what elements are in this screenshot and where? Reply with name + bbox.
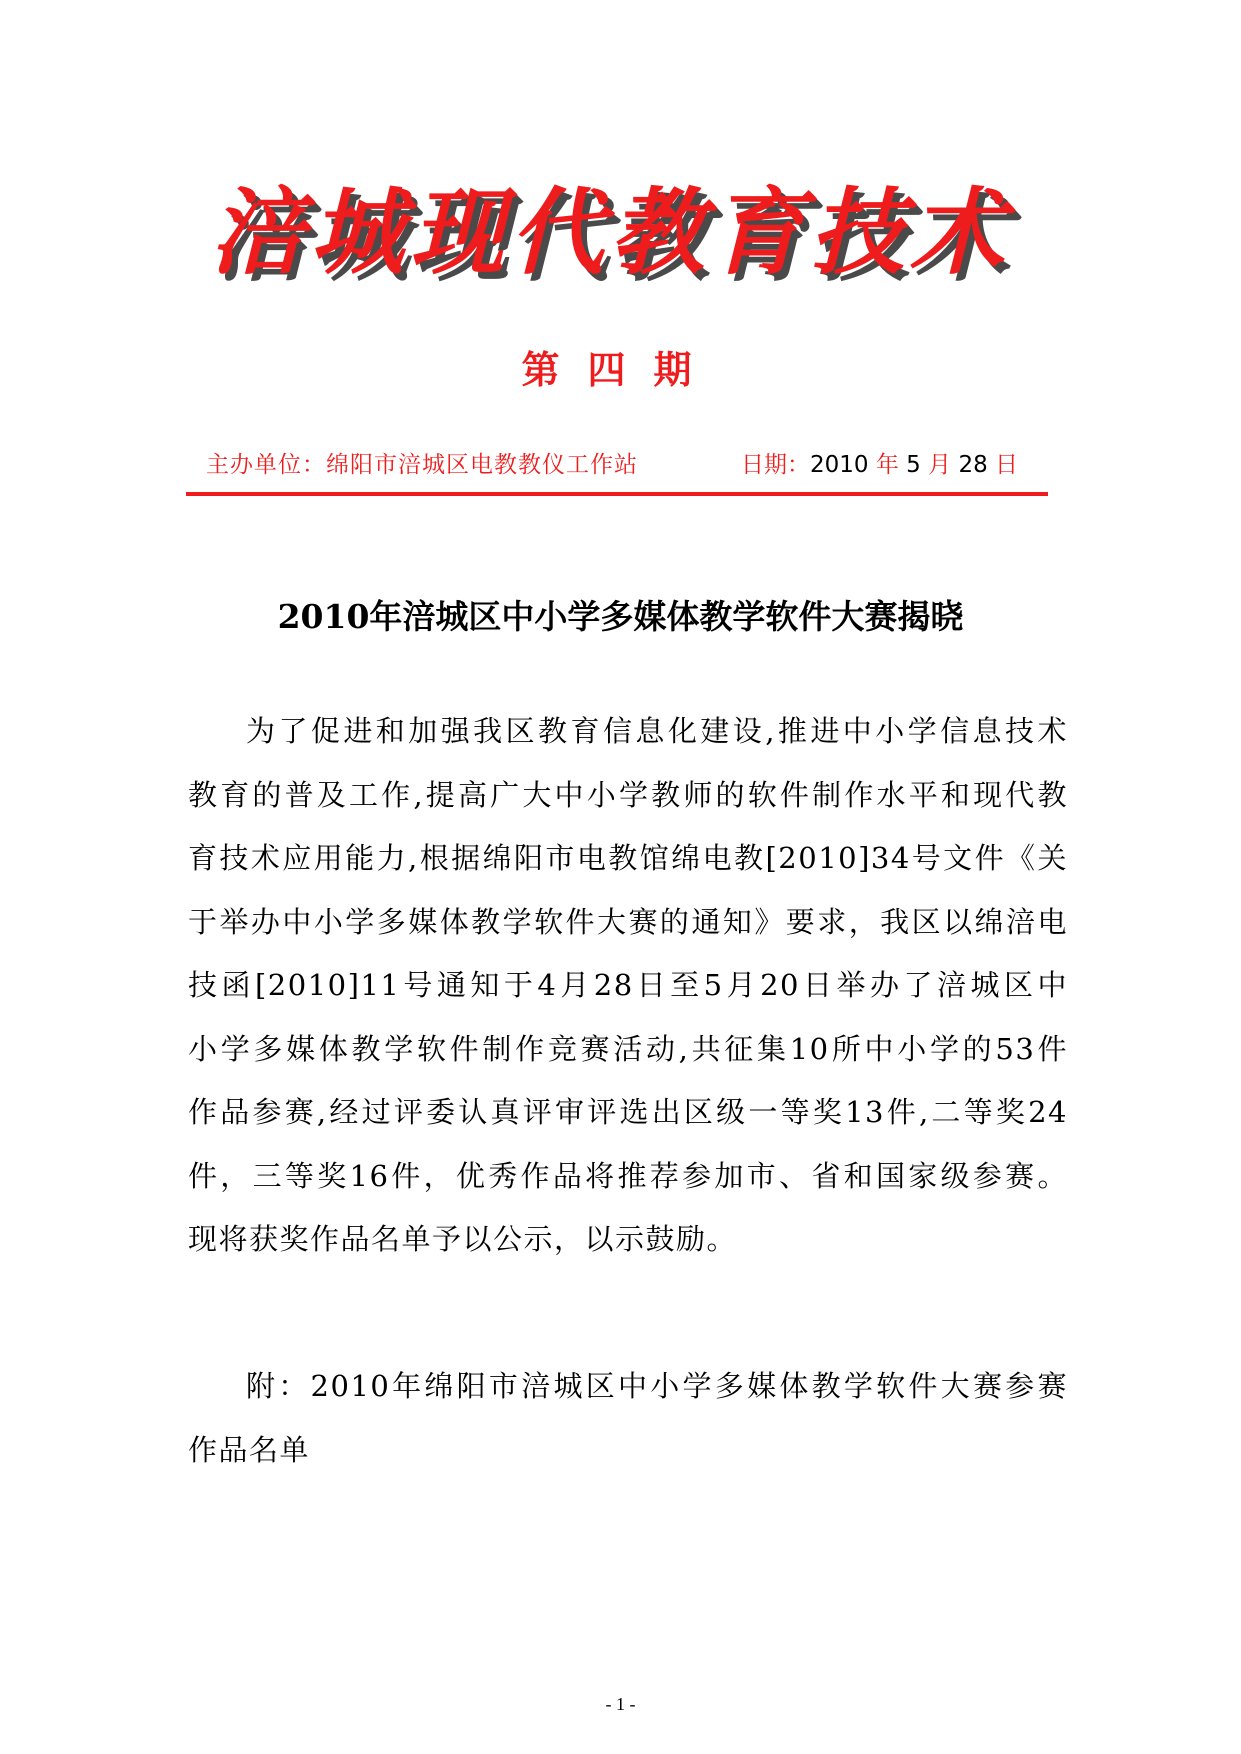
masthead-meta [206,448,1036,482]
body-line: 小学多媒体教学软件制作竞赛活动,共征集10所中小学的53件 [188,1031,1068,1066]
appendix-line: 作品名单 [188,1432,311,1467]
date-day: 28 [958,452,988,478]
article-body [188,700,1068,1272]
body-line: 育技术应用能力,根据绵阳市电教馆绵电教[2010]34号文件《关 [188,841,1068,875]
body-line: 现将获奖作品名单予以公示，以示鼓励。 [188,1222,738,1256]
body-line: 于举办中小学多媒体教学软件大赛的通知》要求，我区以绵涪电 [188,904,1068,939]
date-year-unit: 年 [875,452,899,478]
page-number: - 1 - [605,1694,636,1714]
organizer-line [206,448,638,482]
body-line: 为了促进和加强我区教育信息化建设,推进中小学信息技术 [246,714,1068,748]
masthead-title: 涪城现代教育技术 [209,178,1010,288]
body-line: 作品参赛,经过评委认真评审评选出区级一等奖13件,二等奖24 [188,1095,1068,1129]
body-line: 技函[2010]11号通知于4月28日至5月20日举办了涪城区中 [188,968,1068,1002]
date-month-unit: 月 [928,452,952,478]
appendix-line: 附：2010年绵阳市涪城区中小学多媒体教学软件大赛参赛 [246,1369,1068,1403]
appendix-note [188,1355,1068,1482]
header-divider [186,492,1048,496]
date-year: 2010 [810,452,869,478]
body-line: 教育的普及工作,提高广大中小学教师的软件制作水平和现代教 [188,777,1068,812]
date-label: 日期： [741,452,810,478]
article-headline: 2010年涪城区中小学多媒体教学软件大赛揭晓 [277,597,964,636]
issue-number: 第四期 [521,347,720,392]
date-month: 5 [906,452,921,478]
organizer-name: 绵阳市涪城区电教教仪工作站 [326,452,638,478]
publish-date [741,448,1018,482]
date-day-unit: 日 [995,452,1019,478]
body-line: 件，三等奖16件，优秀作品将推荐参加市、省和国家级参赛。 [188,1158,1068,1193]
organizer-label: 主办单位： [206,452,326,478]
